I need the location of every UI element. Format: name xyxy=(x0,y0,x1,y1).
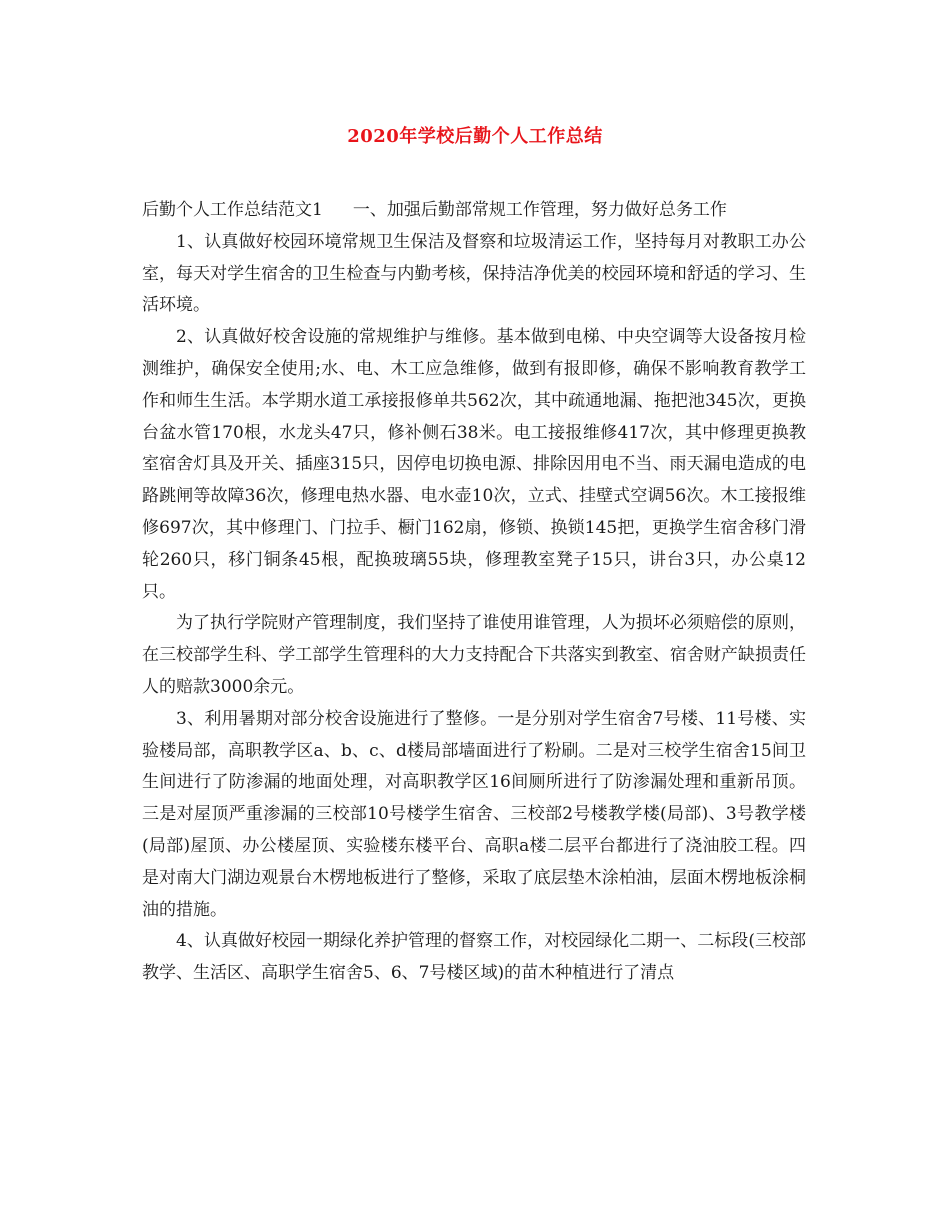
document-body xyxy=(142,195,806,990)
paragraph-4: 3、利用暑期对部分校舍设施进行了整修。一是分别对学生宿舍7号楼、11号楼、实验楼局部，高职教学区a、b、c、d楼局部墙面进行了粉刷。二是对三校学生宿舍15间卫生间进行了防渗漏的地面处理，对高职教学区16间厕所进行了防渗漏处理和重新吊顶。三是对屋顶严重渗漏的三校部10号楼学生宿舍、三校部2号楼教学楼(局部)、3号教学楼(局部)屋顶、办公楼屋顶、实验楼东楼平台、高职a楼二层平台都进行了浇油胶工程。四是对南大门湖边观景台木楞地板进行了整修，采取了底层垫木涂柏油，层面木楞地板涂桐油的措施。 xyxy=(142,708,806,920)
document-title: 2020年学校后勤个人工作总结 xyxy=(347,126,603,147)
lead-heading: 一、加强后勤部常规工作管理，努力做好总务工作 xyxy=(352,200,727,220)
paragraph-2: 2、认真做好校舍设施的常规维护与维修。基本做到电梯、中央空调等大设备按月检测维护，确保安全使用;水、电、木工应急维修，做到有报即修，确保不影响教育教学工作和师生生活。本学期水道工承接报修单共562次，其中疏通地漏、拖把池345次，更换台盆水管170根，水龙头47只，修补侧石38米。电工接报维修417次，其中修理更换教室宿舍灯具及开关、插座315只，因停电切换电源、排除因用电不当、雨天漏电造成的电路跳闸等故障36次，修理电热水器、电水壶10次，立式、挂壁式空调56次。木工接报维修697次，其中修理门、门拉手、橱门162扇，修锁、换锁145把，更换学生宿舍移门滑轮260只，移门铜条45根，配换玻璃55块，修理教室凳子15只，讲台3只，办公桌12只。 xyxy=(142,327,806,602)
paragraph-3: 为了执行学院财产管理制度，我们坚持了谁使用谁管理，人为损坏必须赔偿的原则，在三校部学生科、学工部学生管理科的大力支持配合下共落实到教室、宿舍财产缺损责任人的赔款3000余元。 xyxy=(142,613,806,697)
paragraph-1: 1、认真做好校园环境常规卫生保洁及督察和垃圾清运工作，坚持每月对教职工办公室，每天对学生宿舍的卫生检查与内勤考核，保持洁净优美的校园环境和舒适的学习、生活环境。 xyxy=(142,231,806,316)
paragraph-5: 4、认真做好校园一期绿化养护管理的督察工作，对校园绿化二期一、二标段(三校部教学、生活区、高职学生宿舍5、6、7号楼区域)的苗木种植进行了清点 xyxy=(142,931,806,984)
lead-label: 后勤个人工作总结范文1 xyxy=(142,200,323,220)
lead-line xyxy=(142,195,806,227)
